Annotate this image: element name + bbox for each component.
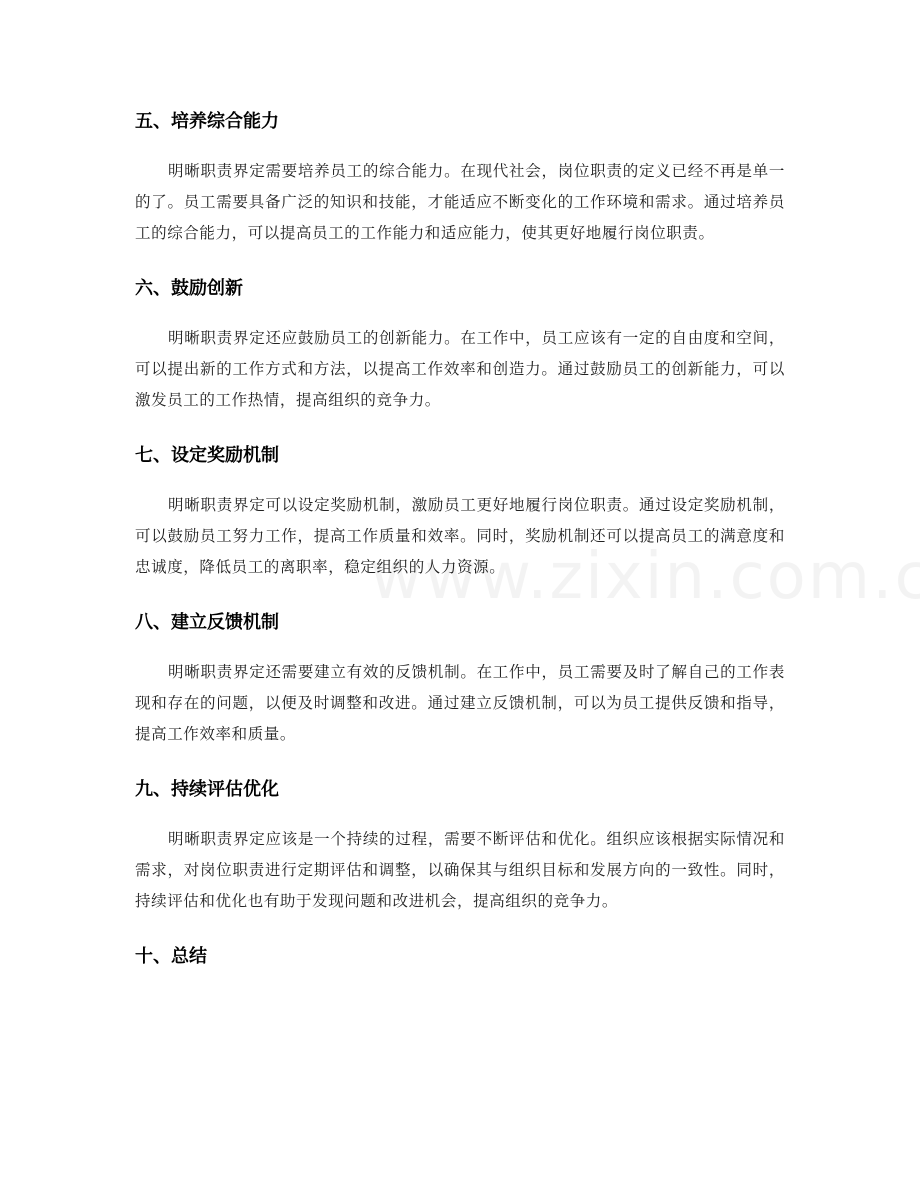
section-heading-5: 五、培养综合能力 — [135, 111, 279, 132]
section-heading-7: 七、设定奖励机制 — [135, 445, 279, 466]
section-paragraph-6: 明晰职责界定还应鼓励员工的创新能力。在工作中，员工应该有一定的自由度和空间，可以提出新的工作方式和方法，以提高工作效率和创造力。通过鼓励员工的创新能力，可以激发员工的工作热情，提高组织的竞争力。 — [135, 329, 785, 409]
section-heading-9: 九、持续评估优化 — [135, 779, 279, 800]
section-paragraph-5: 明晰职责界定需要培养员工的综合能力。在现代社会，岗位职责的定义已经不再是单一的了。员工需要具备广泛的知识和技能，才能适应不断变化的工作环境和需求。通过培养员工的综合能力，可以提高员工的工作能力和适应能力，使其更好地履行岗位职责。 — [135, 162, 785, 242]
section-heading-8: 八、建立反馈机制 — [135, 612, 279, 633]
section-paragraph-9: 明晰职责界定应该是一个持续的过程，需要不断评估和优化。组织应该根据实际情况和需求，对岗位职责进行定期评估和调整，以确保其与组织目标和发展方向的一致性。同时，持续评估和优化也有助于发现问题和改进机会，提高组织的竞争力。 — [135, 830, 785, 910]
document-content — [135, 108, 785, 971]
section-heading-6: 六、鼓励创新 — [135, 278, 243, 299]
section-paragraph-8: 明晰职责界定还需要建立有效的反馈机制。在工作中，员工需要及时了解自己的工作表现和存在的问题，以便及时调整和改进。通过建立反馈机制，可以为员工提供反馈和指导，提高工作效率和质量。 — [135, 663, 785, 743]
section-heading-10: 十、总结 — [135, 946, 207, 967]
section-paragraph-7: 明晰职责界定可以设定奖励机制，激励员工更好地履行岗位职责。通过设定奖励机制，可以鼓励员工努力工作，提高工作质量和效率。同时，奖励机制还可以提高员工的满意度和忠诚度，降低员工的离职率，稳定组织的人力资源。 — [135, 496, 785, 576]
